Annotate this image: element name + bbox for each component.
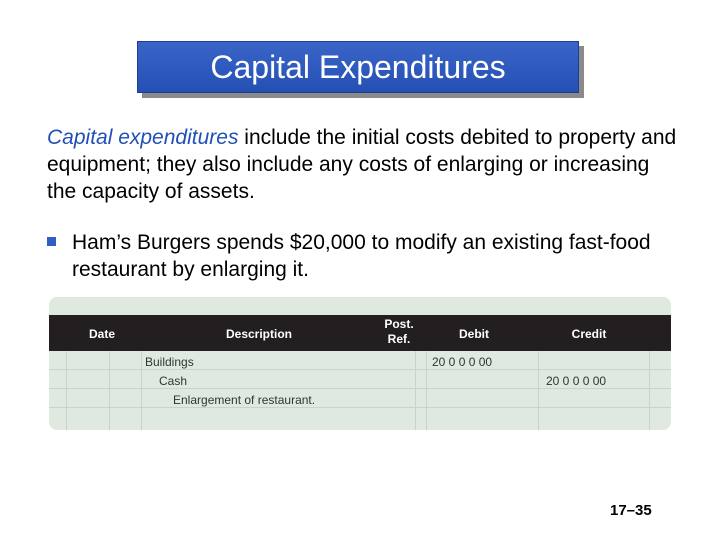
bullet-text: Ham’s Burgers spends $20,000 to modify an existing fast-food restaurant by enlarging it.	[72, 231, 651, 281]
header-description: Description	[225, 327, 292, 341]
row-divider	[49, 388, 671, 389]
col-divider	[649, 351, 650, 430]
row-2-description: Cash	[159, 374, 188, 388]
col-divider	[415, 351, 416, 430]
header-credit: Credit	[571, 327, 607, 341]
col-divider	[538, 351, 539, 430]
col-divider	[426, 351, 427, 430]
slide-title: Capital Expenditures	[137, 41, 579, 93]
bullet-square-icon	[47, 237, 56, 246]
intro-term: Capital expenditures	[47, 126, 239, 149]
col-divider	[66, 351, 67, 430]
journal-entry-table	[49, 297, 671, 430]
col-divider	[109, 351, 110, 430]
intro-paragraph	[47, 124, 677, 205]
header-date: Date	[88, 327, 115, 341]
intro-text: include the initial costs debited to property and equipment; they also include any costs of enlarging or increasing the capacity of assets.	[47, 126, 677, 203]
page-number: 17–35	[610, 502, 652, 519]
row-divider	[49, 369, 671, 370]
header-post: Post.	[384, 317, 414, 331]
row-1-description: Buildings	[145, 355, 194, 369]
row-2-credit: 20 0 0 0 00	[546, 374, 607, 388]
header-debit: Debit	[459, 327, 489, 341]
bullet-item	[47, 229, 677, 283]
row-divider	[49, 407, 671, 408]
row-1-debit: 20 0 0 0 00	[432, 355, 493, 369]
row-3-description: Enlargement of restaurant.	[173, 393, 316, 407]
header-ref: Ref.	[387, 332, 411, 346]
col-divider	[141, 351, 142, 430]
journal-header	[49, 315, 671, 351]
